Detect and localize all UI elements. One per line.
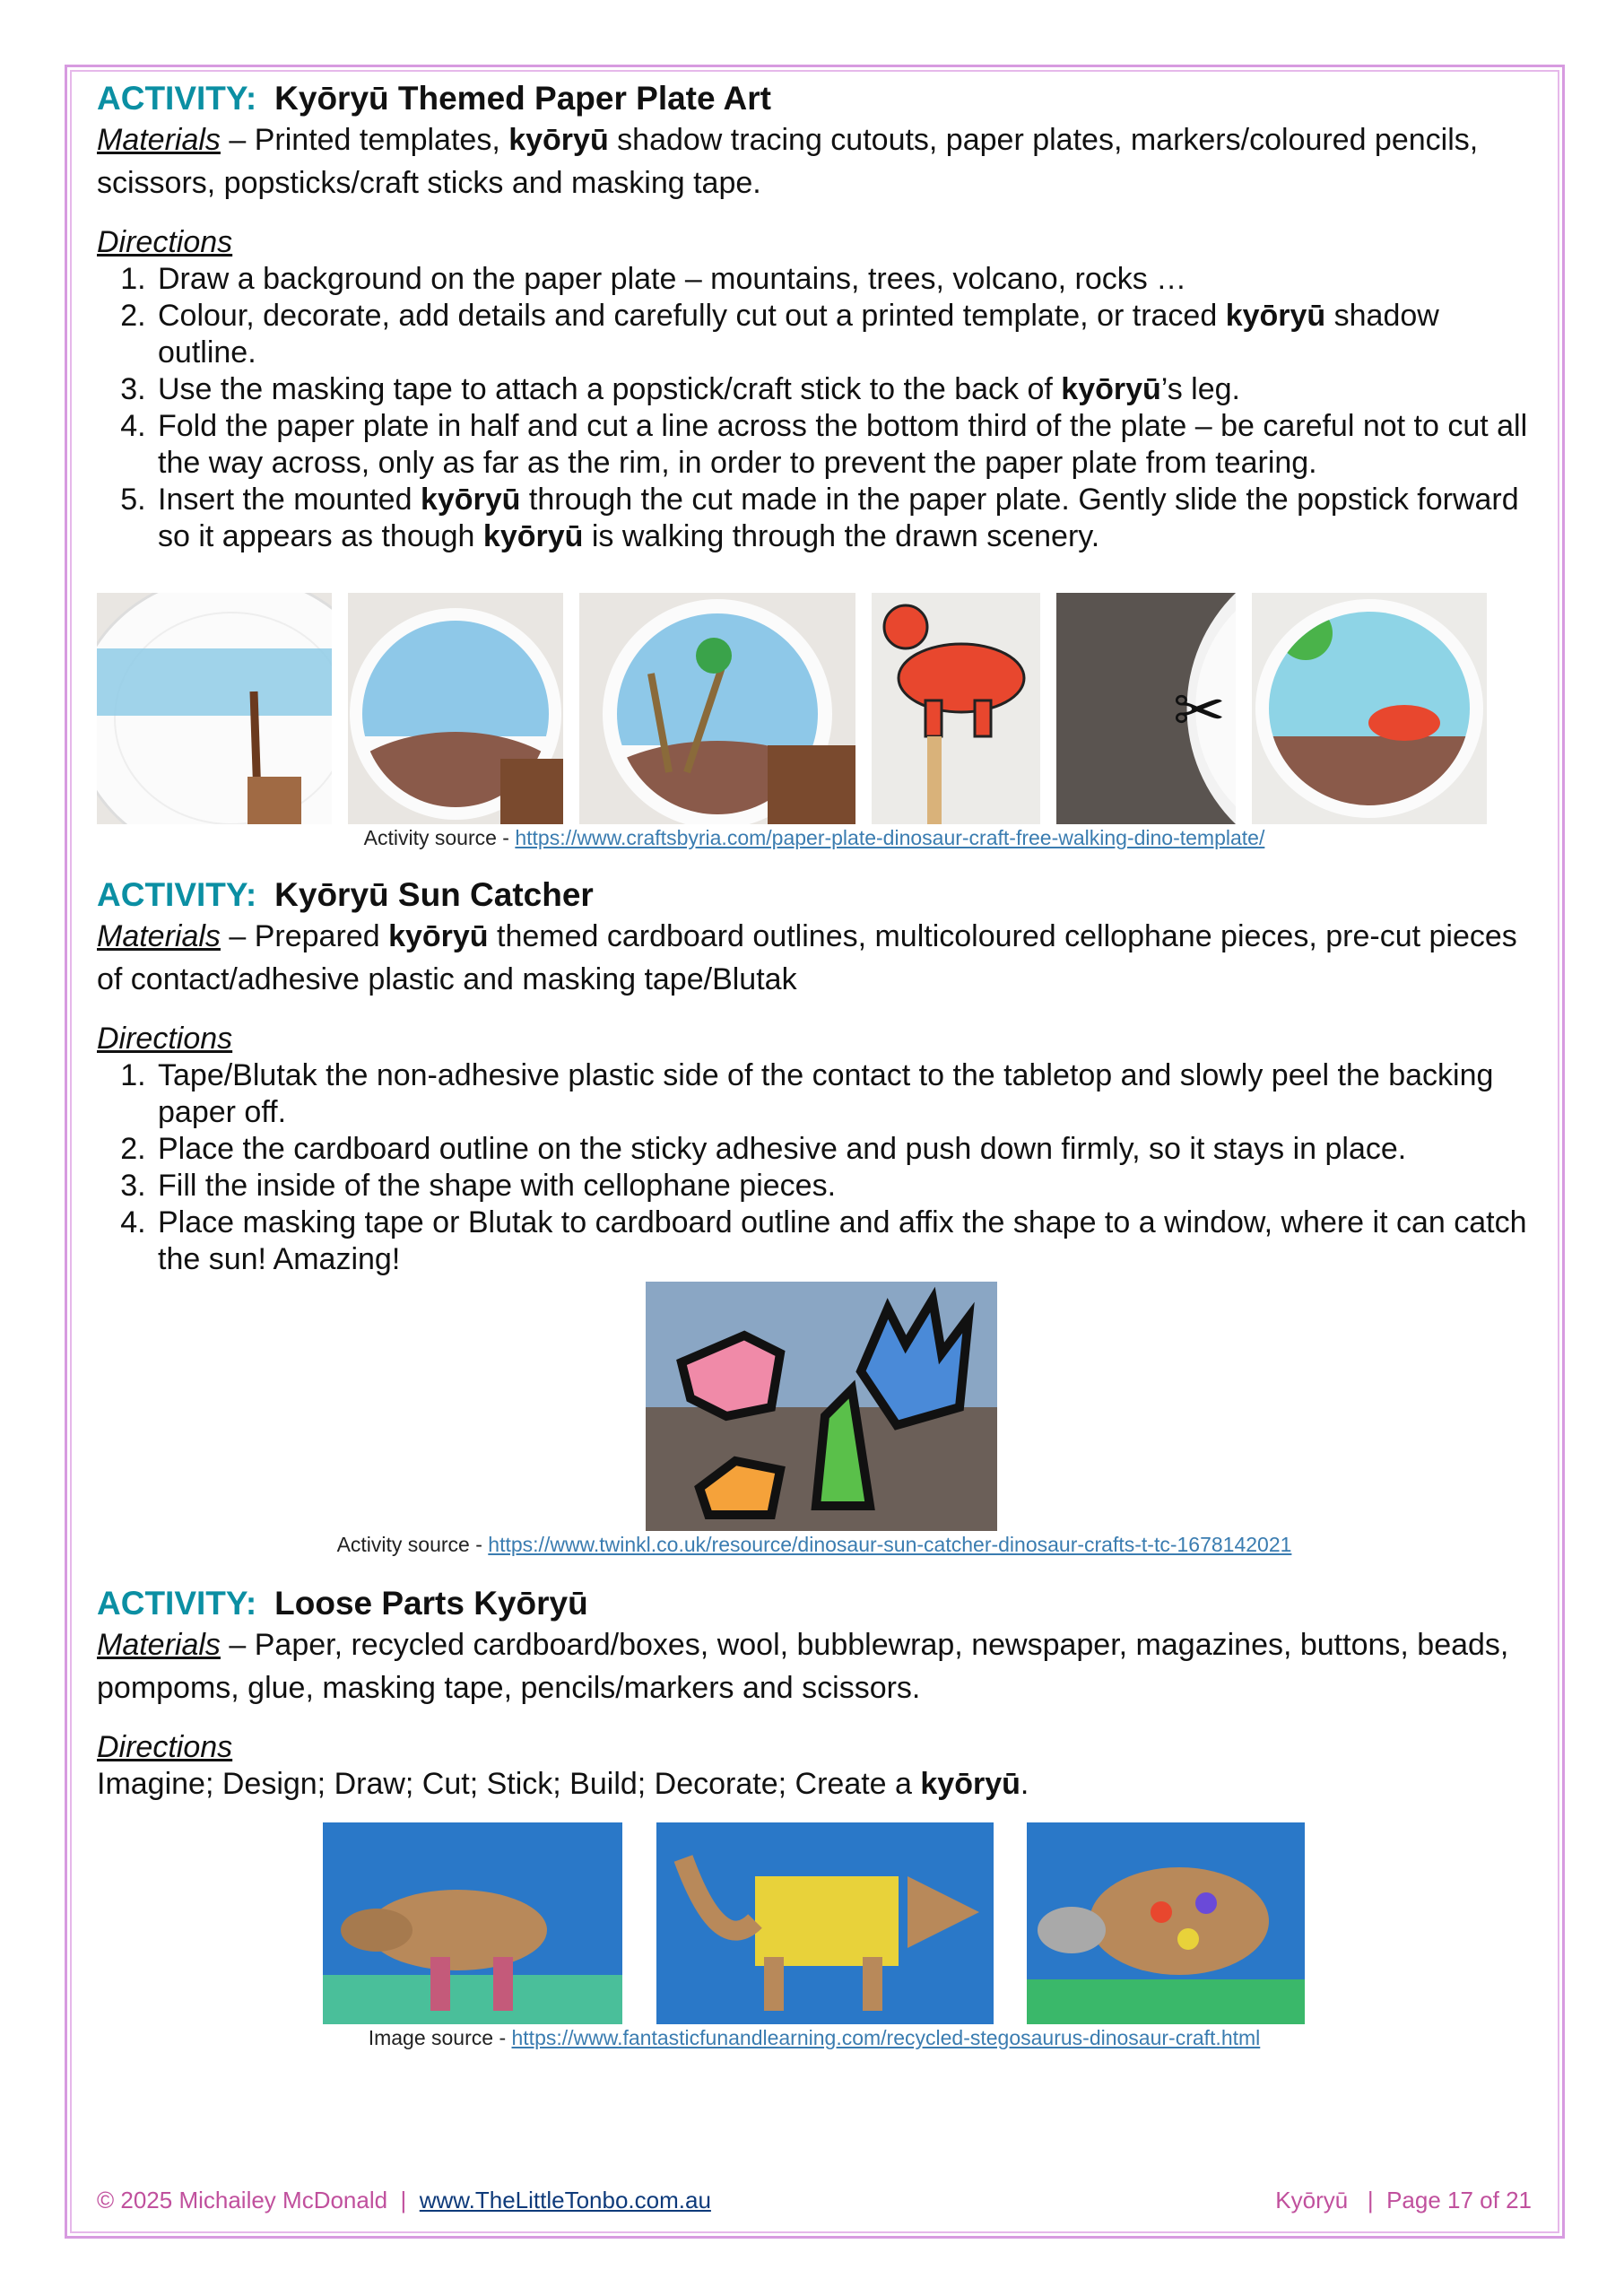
section1-materials bbox=[97, 118, 1532, 204]
section2-title: Kyōryū Sun Catcher bbox=[274, 876, 594, 913]
source-label: Activity source - bbox=[363, 826, 516, 849]
activity-label: ACTIVITY: bbox=[97, 1585, 257, 1622]
section2-source bbox=[97, 1533, 1532, 1557]
step: 4. Place masking tape or Blutak to cardboard outline and affix the shape to a window, where it can catch the sun! Amazing! bbox=[154, 1205, 1532, 1278]
section3-materials bbox=[97, 1623, 1532, 1709]
photo-plate-sky bbox=[348, 593, 563, 824]
scissors-icon: ✂ bbox=[1173, 675, 1226, 745]
photo-stegosaurus-2 bbox=[656, 1822, 994, 2024]
section1-photo-row bbox=[97, 593, 1532, 824]
section3-heading bbox=[97, 1584, 1532, 1623]
section1-steps bbox=[97, 261, 1532, 555]
section1-title: Kyōryū Themed Paper Plate Art bbox=[274, 80, 771, 117]
activity-label: ACTIVITY: bbox=[97, 80, 257, 117]
materials-label: Materials bbox=[97, 919, 221, 953]
step: 3. Use the masking tape to attach a popstick/craft stick to the back of kyōryū’s leg. bbox=[154, 371, 1532, 408]
activity-label: ACTIVITY: bbox=[97, 876, 257, 913]
source-link[interactable]: https://www.twinkl.co.uk/resource/dinosaur-sun-catcher-dinosaur-crafts-t-tc-1678142021 bbox=[488, 1533, 1292, 1556]
source-label: Image source - bbox=[368, 2026, 512, 2049]
directions-label: Directions bbox=[97, 1730, 233, 1764]
materials-text: – Prepared kyōryū themed cardboard outlines, multicoloured cellophane pieces, pre-cut pieces of contact/adhesive plastic and masking tape/Blutak bbox=[97, 919, 1517, 996]
photo-dino-stick bbox=[872, 593, 1040, 824]
directions-label: Directions bbox=[97, 1022, 233, 1056]
directions-label: Directions bbox=[97, 225, 233, 259]
step: 5. Insert the mounted kyōryū through the cut made in the paper plate. Gently slide the popstick forward so it appears as though kyōryū is walking through the drawn scenery. bbox=[154, 482, 1532, 555]
photo-sun-catcher bbox=[646, 1282, 997, 1531]
materials-text: – Printed templates, kyōryū shadow tracing cutouts, paper plates, markers/coloured pencils, scissors, popsticks/craft sticks and masking tape. bbox=[97, 123, 1479, 200]
materials-label: Materials bbox=[97, 123, 221, 157]
page-content bbox=[97, 79, 1532, 2050]
photo-plate-tree bbox=[579, 593, 855, 824]
step: 1. Draw a background on the paper plate – mountains, trees, volcano, rocks … bbox=[154, 261, 1532, 298]
photo-stegosaurus-3 bbox=[1027, 1822, 1305, 2024]
page-number: Kyōryū | Page 17 of 21 bbox=[1275, 2187, 1532, 2213]
section1-heading bbox=[97, 79, 1532, 118]
directions-end: . bbox=[1020, 1767, 1029, 1801]
photo-stegosaurus-1 bbox=[323, 1822, 622, 2024]
site-link[interactable]: www.TheLittleTonbo.com.au bbox=[419, 2187, 711, 2213]
step: 2. Place the cardboard outline on the sticky adhesive and push down firmly, so it stays in place. bbox=[154, 1131, 1532, 1168]
section3-directions bbox=[97, 1766, 1532, 1803]
step: 3. Fill the inside of the shape with cellophane pieces. bbox=[154, 1168, 1532, 1205]
section1-source bbox=[97, 826, 1532, 850]
source-label: Activity source - bbox=[336, 1533, 489, 1556]
section3-photo-row bbox=[97, 1822, 1532, 2024]
photo-finished-plate bbox=[1252, 593, 1487, 824]
materials-text: – Paper, recycled cardboard/boxes, wool, bubblewrap, newspaper, magazines, buttons, beads, pompoms, glue, masking tape, pencils/markers and scissors. bbox=[97, 1628, 1509, 1705]
section2-heading bbox=[97, 875, 1532, 915]
directions-text: Imagine; Design; Draw; Cut; Stick; Build; Decorate; Create a bbox=[97, 1767, 921, 1801]
section2-photo-row bbox=[97, 1282, 1532, 1531]
photo-plate-cut bbox=[1056, 593, 1236, 824]
source-link[interactable]: https://www.craftsbyria.com/paper-plate-dinosaur-craft-free-walking-dino-template/ bbox=[515, 826, 1265, 849]
copyright: © 2025 Michailey McDonald | bbox=[97, 2187, 420, 2213]
materials-label: Materials bbox=[97, 1628, 221, 1662]
directions-bold: kyōryū bbox=[920, 1767, 1020, 1801]
section2-materials bbox=[97, 915, 1532, 1001]
section2-steps bbox=[97, 1057, 1532, 1278]
page-footer bbox=[97, 2187, 1532, 2214]
photo-plate-painting bbox=[97, 593, 332, 824]
step: 4. Fold the paper plate in half and cut a line across the bottom third of the plate – be careful not to cut all the way across, only as far as the rim, in order to prevent the paper plate from tearing. bbox=[154, 408, 1532, 482]
step: 1. Tape/Blutak the non-adhesive plastic side of the contact to the tabletop and slowly peel the backing paper off. bbox=[154, 1057, 1532, 1131]
section3-source bbox=[97, 2026, 1532, 2050]
section3-title: Loose Parts Kyōryū bbox=[274, 1585, 588, 1622]
step: 2. Colour, decorate, add details and carefully cut out a printed template, or traced kyōryū shadow outline. bbox=[154, 298, 1532, 371]
source-link[interactable]: https://www.fantasticfunandlearning.com/recycled-stegosaurus-dinosaur-craft.html bbox=[511, 2026, 1261, 2049]
